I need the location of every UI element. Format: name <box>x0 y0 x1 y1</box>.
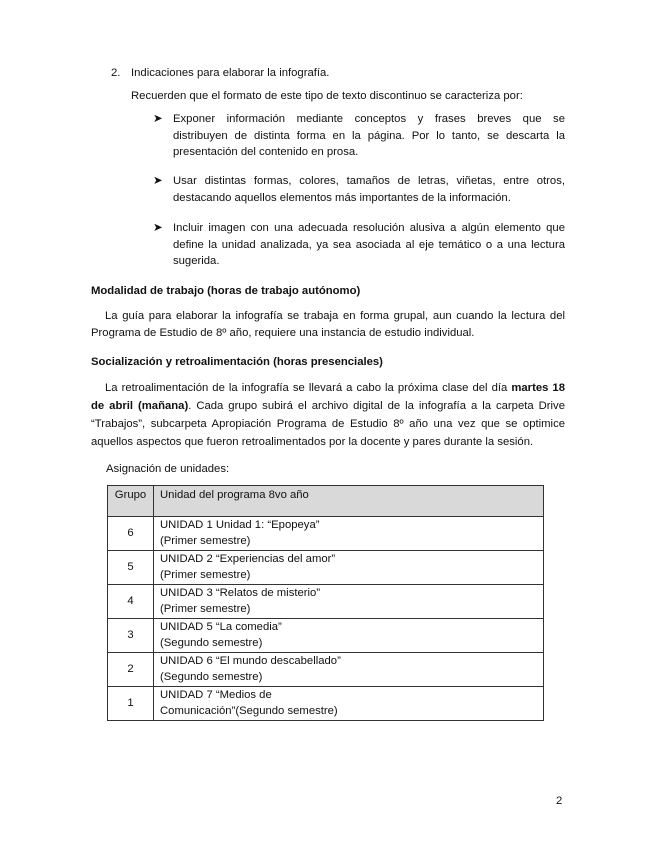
socializacion-line: aquellos aspectos que fueron retroalimentados por la docente y pares durante la sesión. <box>91 436 534 448</box>
grupo-cell: 3 <box>108 619 154 653</box>
header-unidad: Unidad del programa 8vo año <box>154 486 544 517</box>
table-row <box>108 619 544 653</box>
unidad-title: UNIDAD 1 Unidad 1: “Epopeya” <box>160 519 320 531</box>
unidad-semester: (Primer semestre) <box>160 602 251 615</box>
bullet-line: define la unidad analizada, ya sea asociada al eje temático o a una lectura <box>173 238 565 251</box>
unidad-semester: (Segundo semestre) <box>160 670 263 683</box>
date-bold-text: martes 18 <box>511 382 565 394</box>
unidad-cell <box>154 585 544 619</box>
unidad-title: UNIDAD 6 “El mundo descabellado” <box>160 655 341 667</box>
units-table <box>107 485 544 721</box>
bullet-line: Exponer información mediante conceptos y frases breves que se <box>173 113 565 125</box>
bullet-line: Incluir imagen con una adecuada resolución alusiva a algún elemento que <box>173 222 565 234</box>
table-row <box>108 551 544 585</box>
section-intro: Recuerden que el formato de este tipo de texto discontinuo se caracteriza por: <box>131 90 523 102</box>
socializacion-text: . Cada grupo subirá el archivo digital de la infografía a la carpeta Drive <box>188 400 565 412</box>
socializacion-text: La retroalimentación de la infografía se llevará a cabo la próxima clase del día <box>105 382 512 394</box>
unidad-title: UNIDAD 2 “Experiencias del amor” <box>160 553 336 565</box>
grupo-cell: 1 <box>108 687 154 721</box>
unidad-cell <box>154 517 544 551</box>
socializacion-line: “Trabajos”, subcarpeta Apropiación Programa de Estudio 8º año una vez que se optimice <box>91 418 565 430</box>
page-number: 2 <box>556 795 563 807</box>
socializacion-line <box>91 398 565 415</box>
unidad-semester: (Segundo semestre) <box>160 636 263 649</box>
bullet-item <box>173 220 565 270</box>
unidad-semester: (Primer semestre) <box>160 534 251 547</box>
modalidad-line: La guía para elaborar la infografía se trabaja en forma grupal, aun cuando la lectura del <box>105 310 565 322</box>
modalidad-heading: Modalidad de trabajo (horas de trabajo autónomo) <box>91 285 361 297</box>
unidad-cell <box>154 551 544 585</box>
unidad-title: UNIDAD 3 “Relatos de misterio” <box>160 587 321 599</box>
arrow-bullet-icon: ➤ <box>153 175 163 187</box>
date-bold-text: de abril (mañana) <box>91 400 189 412</box>
grupo-cell: 6 <box>108 517 154 551</box>
unidad-semester: Comunicación”(Segundo semestre) <box>160 704 338 717</box>
unidad-semester: (Primer semestre) <box>160 568 251 581</box>
bullet-item <box>173 111 565 161</box>
table-row <box>108 653 544 687</box>
socializacion-heading: Socialización y retroalimentación (horas presenciales) <box>91 356 383 368</box>
arrow-bullet-icon: ➤ <box>153 113 163 125</box>
table-row <box>108 517 544 551</box>
socializacion-line <box>105 380 565 397</box>
arrow-bullet-icon: ➤ <box>153 222 163 234</box>
list-number: 2. <box>111 67 121 79</box>
unidad-cell <box>154 619 544 653</box>
bullet-item <box>173 173 565 206</box>
grupo-cell: 4 <box>108 585 154 619</box>
section-heading: Indicaciones para elaborar la infografía. <box>131 67 330 79</box>
table-row <box>108 585 544 619</box>
unidad-cell <box>154 687 544 721</box>
bullet-line: Usar distintas formas, colores, tamaños de letras, viñetas, entre otros, <box>173 175 565 187</box>
unidad-title: UNIDAD 7 “Medios de <box>160 689 272 701</box>
table-header-row <box>108 486 544 517</box>
bullet-line: destacando aquellos elementos más importantes de la información. <box>173 191 511 204</box>
modalidad-line: Programa de Estudio de 8º año, requiere una instancia de estudio individual. <box>91 327 475 339</box>
grupo-cell: 2 <box>108 653 154 687</box>
unidad-cell <box>154 653 544 687</box>
header-grupo: Grupo <box>108 486 154 517</box>
grupo-cell: 5 <box>108 551 154 585</box>
unidad-title: UNIDAD 5 “La comedia” <box>160 621 282 633</box>
bullet-line: sugerida. <box>173 255 220 267</box>
bullet-line: presentación del contenido en prosa. <box>173 146 359 158</box>
asignacion-label: Asignación de unidades: <box>106 463 230 475</box>
table-row <box>108 687 544 721</box>
bullet-line: distribuyen de distinta forma en la página. Por lo tanto, se descarta la <box>173 129 565 142</box>
